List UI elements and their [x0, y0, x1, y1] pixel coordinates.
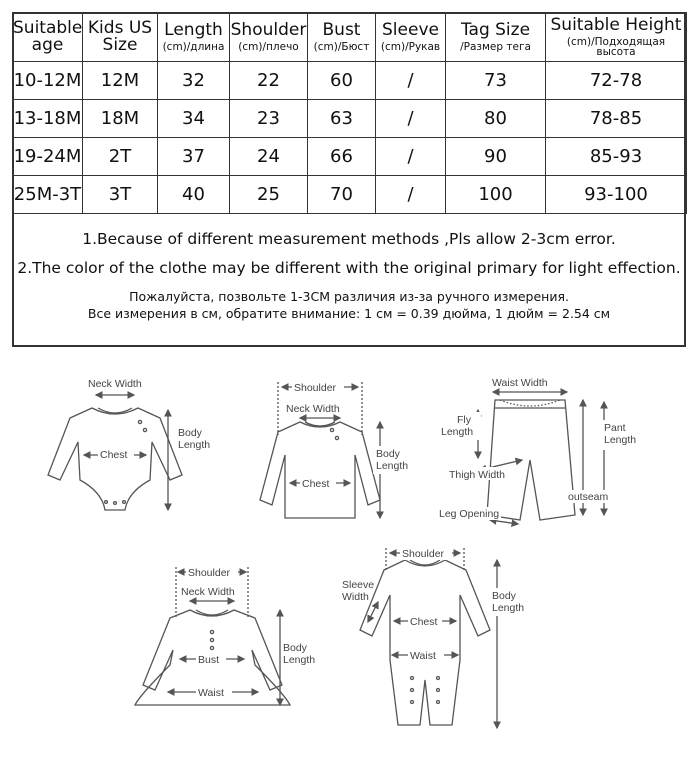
label-chest: Chest [410, 616, 438, 628]
cell-sleeve: / [376, 100, 446, 138]
table-header-row [13, 13, 687, 62]
cell-sleeve: / [376, 176, 446, 214]
pants-diagram [478, 392, 604, 524]
label-bust: Bust [198, 654, 220, 666]
cell-us-size: 12M [83, 62, 158, 100]
label-neck-width: Neck Width [286, 403, 340, 415]
label-waist: Waist [410, 650, 436, 662]
bodysuit-labels [88, 378, 211, 461]
cell-age: 25M-3T [13, 176, 83, 214]
cell-shoulder: 23 [230, 100, 308, 138]
cell-length: 40 [158, 176, 230, 214]
romper-diagram [360, 548, 497, 728]
notes-block [14, 228, 684, 321]
cell-bust: 70 [308, 176, 376, 214]
cell-us-size: 3T [83, 176, 158, 214]
cell-shoulder: 24 [230, 138, 308, 176]
label-leg-opening: Leg Opening [439, 508, 500, 520]
measurement-diagrams [0, 360, 700, 770]
cell-tag-size: 90 [446, 138, 546, 176]
header-shoulder: Shoulder (cm)/плечо [230, 13, 308, 62]
label-fly: Fly [457, 414, 471, 426]
label-shoulder: Shoulder [402, 548, 445, 560]
cell-tag-size: 73 [446, 62, 546, 100]
note-russian-conversion: Все измерения в см, обратите внимание: 1 см = 0.39 дюйма, 1 дюйм = 2.54 см [87, 306, 611, 321]
header-us-size: Kids US Size [83, 13, 158, 62]
note-color-difference: 2.The color of the clothe may be different with the original primary for light effection. [17, 259, 681, 277]
label-body: Body [178, 427, 202, 439]
header-length: Length (cm)/длина [158, 13, 230, 62]
cell-age: 10-12M [13, 62, 83, 100]
cell-bust: 60 [308, 62, 376, 100]
note-russian-error: Пожалуйста, позвольте 1-3CM различия из-за ручного измерения. [129, 289, 569, 304]
dress-labels [181, 566, 321, 699]
cell-bust: 66 [308, 138, 376, 176]
cell-length: 37 [158, 138, 230, 176]
label-chest: Chest [302, 478, 330, 490]
table-row [13, 138, 687, 176]
label-thigh-width: Thigh Width [449, 469, 506, 481]
label-sleeve-width: Width [342, 591, 369, 603]
cell-us-size: 2T [83, 138, 158, 176]
cell-age: 19-24M [13, 138, 83, 176]
shirt-labels [286, 380, 411, 490]
label-fly-length: Length [441, 426, 474, 438]
cell-us-size: 18M [83, 100, 158, 138]
table-row [13, 100, 687, 138]
header-bust: Bust (cm)/Бюст [308, 13, 376, 62]
label-length: Length [492, 602, 525, 614]
header-sleeve: Sleeve (cm)/Рукав [376, 13, 446, 62]
pants-labels [437, 377, 638, 520]
label-neck-width: Neck Width [88, 378, 142, 390]
label-chest: Chest [100, 449, 128, 461]
note-measurement-error: 1.Because of different measurement methods ,Pls allow 2-3cm error. [82, 230, 616, 248]
label-shoulder: Shoulder [294, 382, 337, 394]
label-shoulder: Shoulder [188, 567, 231, 579]
size-table [12, 12, 687, 214]
table-row [13, 176, 687, 214]
cell-height: 93-100 [546, 176, 687, 214]
header-age: Suitable age [13, 13, 83, 62]
cell-shoulder: 25 [230, 176, 308, 214]
cell-height: 85-93 [546, 138, 687, 176]
header-height: Suitable Height (cm)/Подходящая высота [546, 13, 687, 62]
cell-length: 32 [158, 62, 230, 100]
cell-height: 72-78 [546, 62, 687, 100]
label-neck-width: Neck Width [181, 586, 235, 598]
label-pant-length: Length [604, 434, 637, 446]
label-waist-width: Waist Width [492, 377, 548, 389]
label-sleeve: Sleeve [342, 579, 375, 591]
label-length: Length [178, 439, 211, 451]
cell-shoulder: 22 [230, 62, 308, 100]
label-length: Length [376, 460, 409, 472]
cell-tag-size: 80 [446, 100, 546, 138]
label-body: Body [283, 642, 307, 654]
label-length: Length [283, 654, 316, 666]
label-body: Body [492, 590, 516, 602]
cell-height: 78-85 [546, 100, 687, 138]
cell-tag-size: 100 [446, 176, 546, 214]
label-outseam: outseam [568, 491, 609, 503]
header-tag-size: Tag Size /Размер тега [446, 13, 546, 62]
cell-sleeve: / [376, 62, 446, 100]
cell-length: 34 [158, 100, 230, 138]
cell-age: 13-18M [13, 100, 83, 138]
table-row [13, 62, 687, 100]
cell-bust: 63 [308, 100, 376, 138]
cell-sleeve: / [376, 138, 446, 176]
label-body: Body [376, 448, 400, 460]
label-waist: Waist [198, 687, 224, 699]
label-pant: Pant [604, 422, 626, 434]
